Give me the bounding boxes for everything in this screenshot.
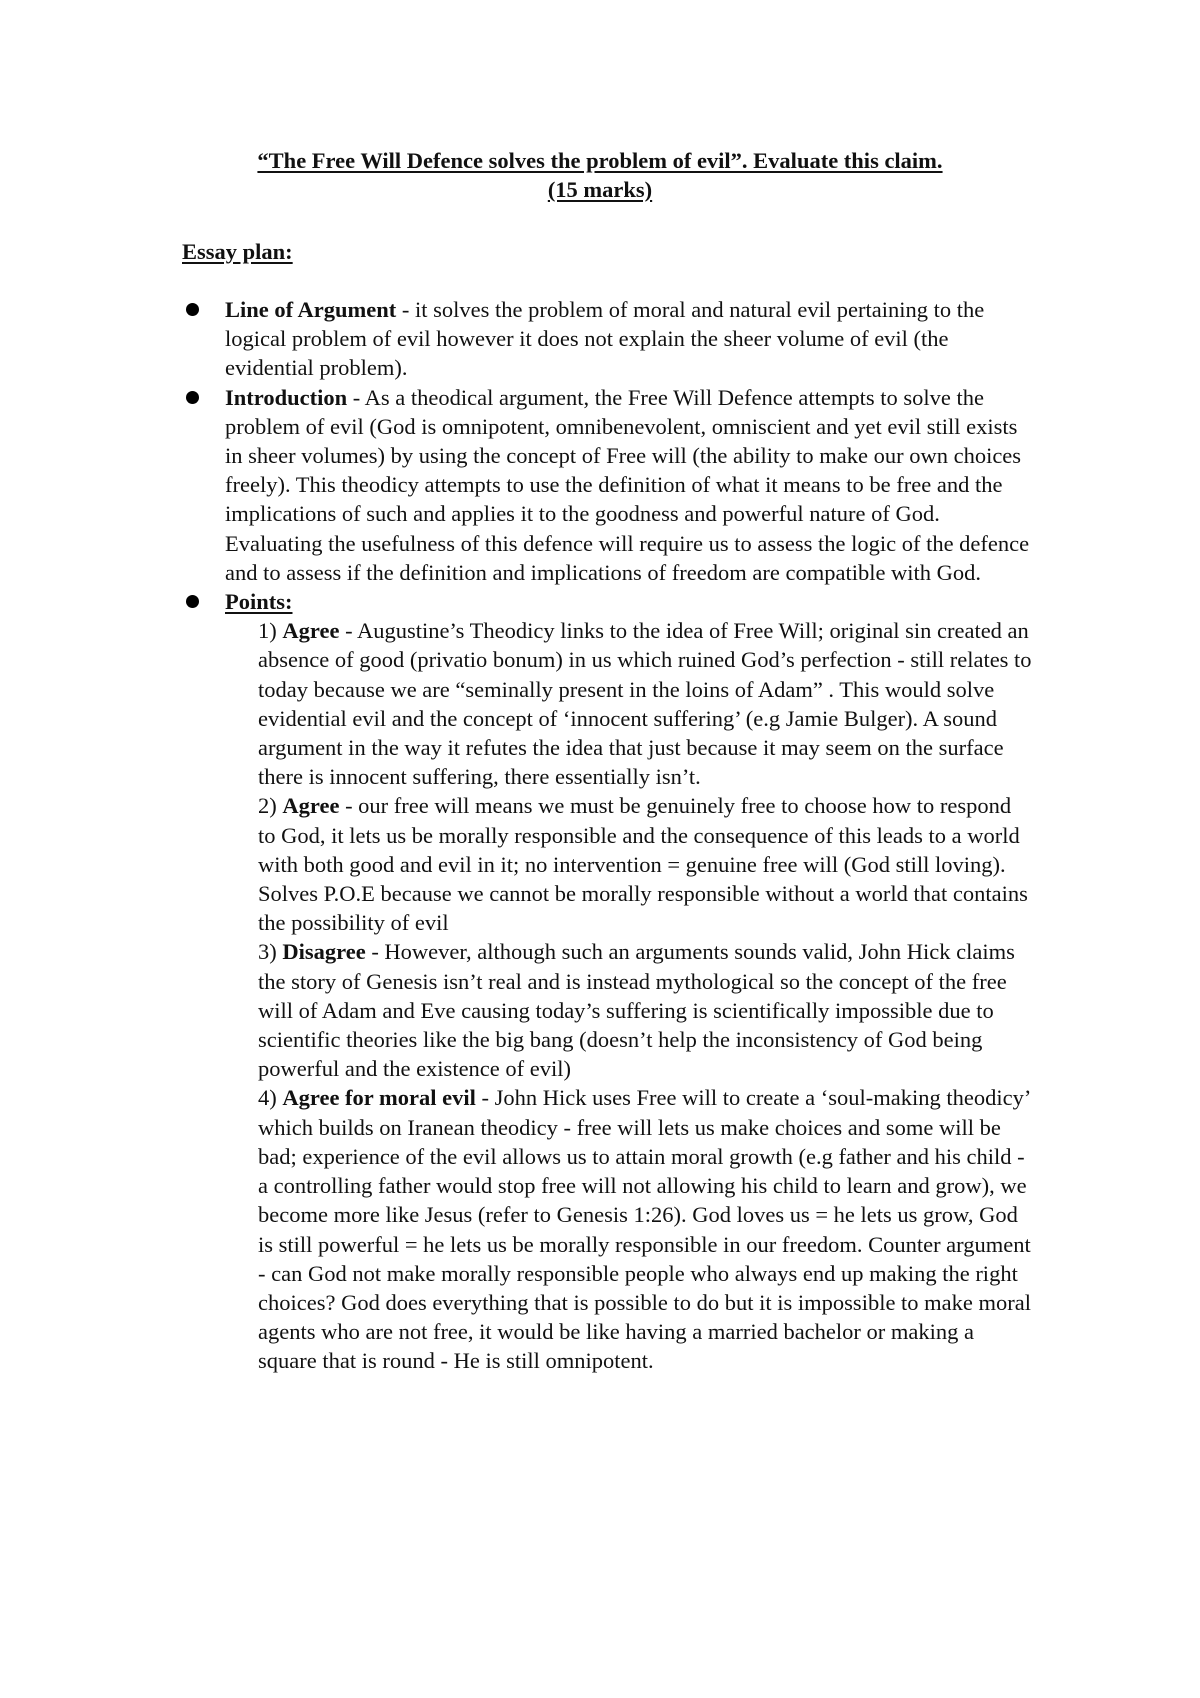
point-label: Agree [282, 618, 340, 644]
introduction-text [225, 383, 1032, 587]
point-body: - Augustine’s Theodicy links to the idea of Free Will; original sin created an absence of good (privatio bonum) in us which ruined God’s perfection - still relates to today because we are “seminally present in the loins of Adam” . This would solve evidential evil and the concept of ‘innocent suffering’ (e.g Jamie Bulger). A sound argument in the way it refutes the idea that just because it may seem on the surface there is innocent suffering, there essentially isn’t. [258, 618, 1032, 790]
point-number: 2) [258, 793, 283, 819]
introduction-label: Introduction [225, 384, 348, 410]
essay-plan-list [182, 295, 1032, 1376]
point-label: Agree for moral evil [282, 1085, 476, 1111]
point-body: - our free will means we must be genuinely free to choose how to respond to God, it lets us be morally responsible and the consequence of this leads to a world with both good and evil in it; no intervention = genuine free will (God still loving). Solves P.O.E because we cannot be morally responsible without a world that contains the possibility of evil [258, 793, 1028, 936]
point-body: - John Hick uses Free will to create a ‘soul-making theodicy’ which builds on Iranean theodicy - free will lets us make choices and some will be bad; experience of the evil allows us to attain moral growth (e.g father and his child - a controlling father would stop free will not allowing his child to learn and grow), we become more like Jesus (refer to Genesis 1:26). God loves us = he lets us grow, God is still powerful = he lets us be morally responsible in our freedom. Counter argument - can God not make morally responsible people who always end up making the right choices? God does everything that is possible to do but it is impossible to make moral agents who are not free, it would be like having a married bachelor or making a square that is round - He is still omnipotent. [258, 1085, 1032, 1374]
introduction-item [182, 383, 1032, 587]
points-heading: Points: [225, 589, 293, 615]
line-of-argument-item [182, 295, 1032, 383]
introduction-body: - As a theodical argument, the Free Will Defence attempts to solve the problem of evil (God is omnipotent, omnibenevolent, omniscient and yet evil still exists in sheer volumes) by using the concept of Free will (the ability to make our own choices freely). This theodicy attempts to use the definition of what it means to be free and the implications of such and applies it to the goodness and powerful nature of God. Evaluating the usefulness of this defence will require us to assess the logic of the defence and to assess if the definition and implications of freedom are compatible with God. [225, 384, 1030, 585]
bullet-icon [186, 303, 199, 316]
point-item [258, 1083, 1032, 1375]
point-label: Disagree [282, 939, 366, 965]
point-item [258, 616, 1032, 791]
line-of-argument-body: - it solves the problem of moral and natural evil pertaining to the logical problem of evil however it does not explain the sheer volume of evil (the evidential problem). [225, 297, 985, 381]
point-body: - However, although such an arguments sounds valid, John Hick claims the story of Genesis isn’t real and is instead mythological so the concept of the free will of Adam and Eve causing today’s suffering is scientifically impossible due to scientific theories like the big bang (doesn’t help the inconsistency of God being powerful and the existence of evil) [258, 939, 1015, 1082]
points-item [182, 587, 1032, 1375]
point-item [258, 937, 1032, 1083]
bullet-icon [186, 391, 199, 404]
point-number: 4) [258, 1085, 283, 1111]
point-item [258, 791, 1032, 937]
essay-title-line-1: “The Free Will Defence solves the problem of evil”. Evaluate this claim. [257, 148, 943, 173]
point-number: 1) [258, 618, 283, 644]
bullet-icon [186, 595, 199, 608]
essay-title-line-2: (15 marks) [547, 177, 653, 202]
essay-plan-heading: Essay plan: [182, 239, 293, 264]
point-label: Agree [282, 793, 340, 819]
line-of-argument-text [225, 295, 1032, 383]
essay-title [150, 146, 1050, 204]
points-list [225, 616, 1032, 1375]
point-number: 3) [258, 939, 283, 965]
line-of-argument-label: Line of Argument [225, 297, 397, 322]
